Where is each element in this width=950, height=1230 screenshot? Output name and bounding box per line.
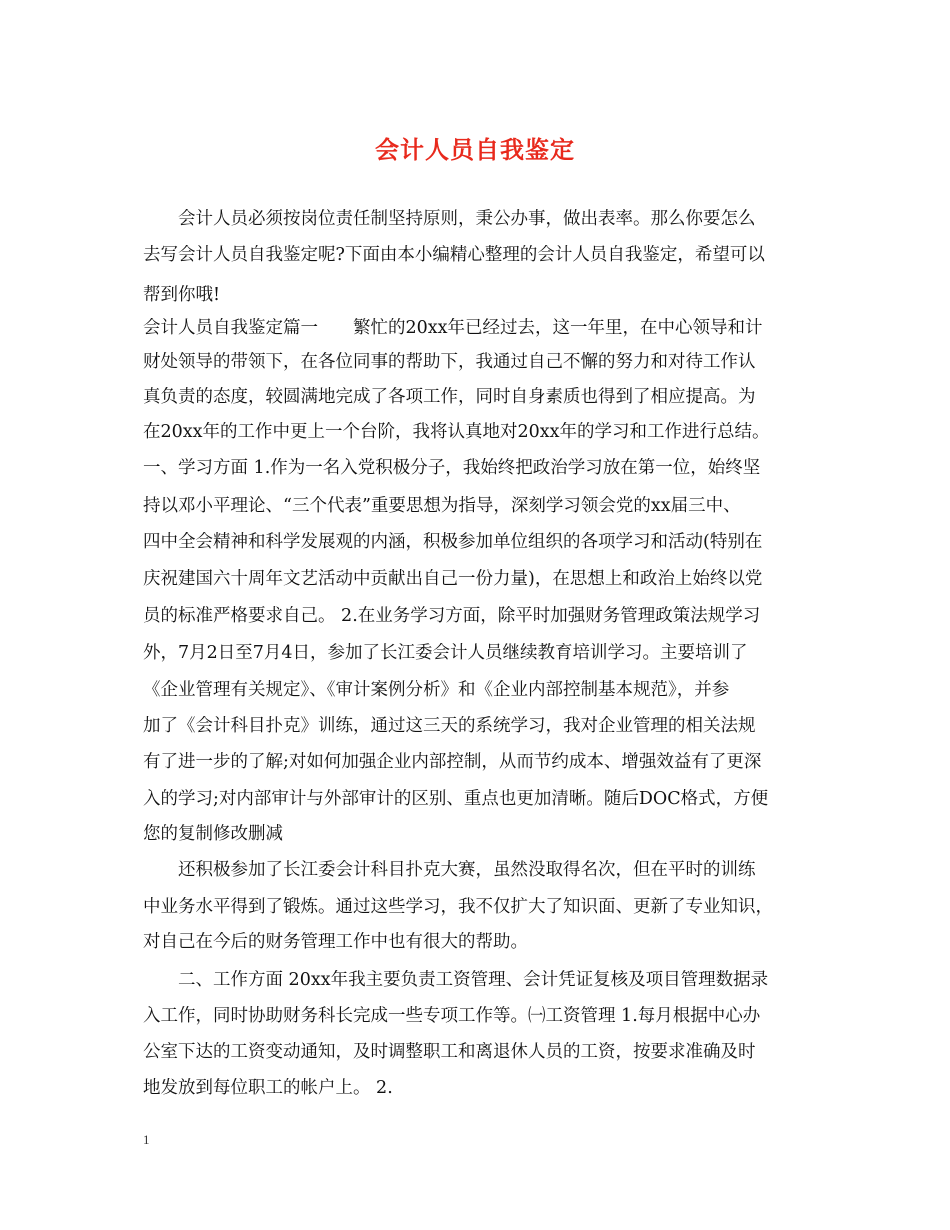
text-line: 地发放到每位职工的帐户上。 2. — [143, 1078, 393, 1098]
text-line: 四中全会精神和科学发展观的内涵，积极参加单位组织的各项学习和活动(特别在 — [143, 532, 763, 552]
text-line: 会计人员必须按岗位责任制坚持原则，秉公办事，做出表率。那么你要怎么 — [178, 209, 756, 229]
text-line: 加了《会计科目扑克》训练，通过这三天的系统学习，我对企业管理的相关法规 — [143, 716, 756, 736]
document-title: 会计人员自我鉴定 — [375, 135, 575, 164]
text-line: 庆祝建国六十周年文艺活动中贡献出自己一份力量)，在思想上和政治上始终以党 — [143, 569, 763, 589]
text-line: 真负责的态度，较圆满地完成了各项工作，同时自身素质也得到了相应提高。为 — [143, 387, 756, 407]
text-line: 对自己在今后的财务管理工作中也有很大的帮助。 — [143, 932, 528, 952]
text-line: 财处领导的带领下，在各位同事的帮助下，我通过自己不懈的努力和对待工作认 — [143, 352, 756, 372]
text-line: 在20xx年的工作中更上一个台阶，我将认真地对20xx年的学习和工作进行总结。 — [143, 422, 770, 442]
text-line: 入的学习;对内部审计与外部审计的区别、重点也更加清晰。随后DOC格式，方便 — [143, 789, 769, 809]
text-line: 《企业管理有关规定》、《审计案例分析》和《企业内部控制基本规范》，并参 — [143, 680, 730, 700]
text-line: 有了进一步的了解;对如何加强企业内部控制，从而节约成本、增强效益有了更深 — [143, 752, 762, 772]
text-line: 员的标准严格要求自己。 2.在业务学习方面，除平时加强财务管理政策法规学习 — [143, 606, 761, 626]
text-line: 去写会计人员自我鉴定呢?下面由本小编精心整理的会计人员自我鉴定，希望可以 — [143, 245, 765, 265]
text-line: 二、工作方面 20xx年我主要负责工资管理、会计凭证复核及项目管理数据录 — [178, 970, 769, 990]
text-line: 一、学习方面 1.作为一名入党积极分子，我始终把政治学习放在第一位，始终坚 — [143, 458, 761, 478]
text-line: 您的复制修改删减 — [143, 824, 283, 844]
text-line: 帮到你哦! — [143, 285, 221, 305]
text-line: 中业务水平得到了锻炼。通过这些学习，我不仅扩大了知识面、更新了专业知识， — [143, 897, 773, 917]
text-line: 入工作，同时协助财务科长完成一些专项工作等。㈠工资管理 1.每月根据中心办 — [143, 1006, 761, 1026]
text-line: 公室下达的工资变动通知，及时调整职工和离退休人员的工资，按要求准确及时 — [143, 1042, 756, 1062]
text-line: 会计人员自我鉴定篇一 繁忙的20xx年已经过去，这一年里，在中心领导和计 — [143, 318, 763, 338]
text-line: 外，7月2日至7月4日，参加了长江委会计人员继续教育培训学习。主要培训了 — [143, 643, 748, 663]
page-number: 1 — [143, 1132, 150, 1147]
text-line: 还积极参加了长江委会计科目扑克大赛，虽然没取得名次，但在平时的训练 — [178, 860, 756, 880]
text-line: 持以邓小平理论、“三个代表”重要思想为指导，深刻学习领会党的xx届三中、 — [143, 496, 741, 516]
